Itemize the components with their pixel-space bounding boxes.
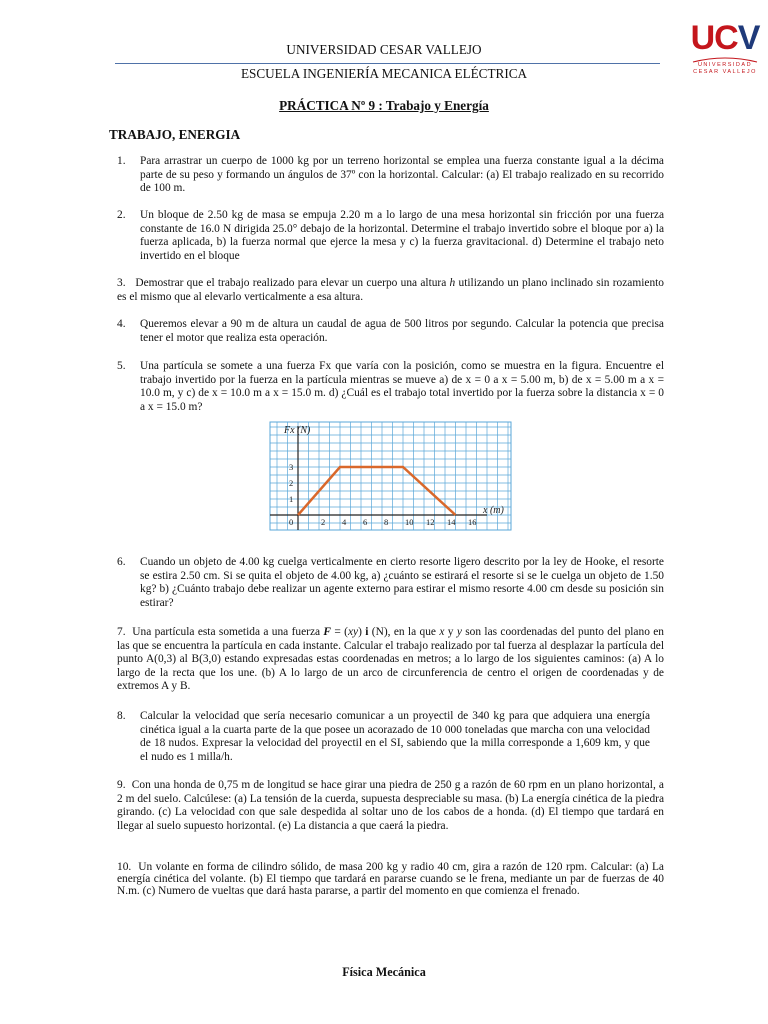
problem-8-text: Calcular la velocidad que sería necesario comunicar a un proyectil de 340 kg para que adquiera una energía cinética igual a la cuarta parte de la que posee un acorazado de 10 000 toneladas que marcha con una velocidad de 18 nudos. Expresar la velocidad del proyectil en el SI, sabiendo que la milla corresponde a 1,609 km, y que el nudo es 1 milla/h.	[140, 710, 650, 763]
y-tick-label: 3	[289, 462, 294, 472]
problem-3-text: 3. Demostrar que el trabajo realizado para elevar un cuerpo una altura h utilizando un plano inclinado sin rozamiento es el mismo que al elevarlo verticalmente a esa altura.	[117, 277, 665, 303]
x-tick-label: 6	[363, 517, 368, 527]
x-tick-label: 0	[289, 517, 294, 527]
force-position-graph	[268, 420, 513, 532]
problem-4-number: 4.	[117, 318, 126, 330]
problem-2-text: Un bloque de 2.50 kg de masa se empuja 2.20 m a lo largo de una mesa horizontal sin fricción por una fuerza constante de 16.0 N dirigida 25.0° debajo de la horizontal. Determine el trabajo invertido sobre el bloque por a) la fuerza aplicada, b) la fuerza normal que ejerce la mesa y c) la fuerza gravitacional. d) Determine el trabajo neto invertido en el bloque	[140, 209, 664, 262]
problem-9-text: 9. Con una honda de 0,75 m de longitud se hace girar una piedra de 250 g a razón de 60 rpm en un plano horizontal, a 2 m del suelo. Calcúlese: (a) La tensión de la cuerda, supuesta despreciable su masa. (b) La energía cinética de la piedra girando. (c) La velocidad con que sale despedida al soltar uno de los cabos de a honda. (d) El tiempo que tardará en llegar al suelo supuesto horizontal. (e) La distancia a que caerá la piedra.	[117, 779, 664, 832]
footer-course: Física Mecánica	[342, 965, 426, 979]
x-tick-label: 2	[321, 517, 326, 527]
grid-border	[270, 422, 511, 530]
problem-5-number: 5.	[117, 360, 126, 372]
logo-wordmark: UCV	[690, 19, 760, 57]
problem-1-text: Para arrastrar un cuerpo de 1000 kg por un terreno horizontal se emplea una fuerza constante igual a la décima parte de su peso y formando un ángulos de 37º con la horizontal. Calcular: (a) El trabajo realizado en su recorrido de 100 m.	[140, 155, 664, 194]
graph-grid	[270, 422, 511, 530]
x-tick-label: 4	[342, 517, 347, 527]
section-heading: TRABAJO, ENERGIA	[109, 127, 241, 142]
problem-6-text: Cuando un objeto de 4.00 kg cuelga verticalmente en cierto resorte ligero descrito por la ley de Hooke, el resorte se estira 2.50 cm. Si se quita el objeto de 4.00 kg, a) ¿cuánto se estirará el resorte si se le cuelga un objeto de 1.50 kg? b) ¿Cuánto trabajo debe realizar un agente externo para estirar el mismo resorte 4.00 cm desde su posición sin estirar?	[140, 556, 664, 609]
problem-2-number: 2.	[117, 209, 126, 221]
problem-4-text: Queremos elevar a 90 m de altura un caudal de agua de 500 litros por segundo. Calcular la potencia que precisa tener el motor que realiza esta operación.	[140, 318, 664, 344]
y-axis-label: Fx (N)	[284, 425, 311, 436]
problem-8-number: 8.	[117, 710, 126, 722]
x-tick-label: 14	[447, 517, 456, 527]
x-axis-label: x (m)	[483, 505, 504, 516]
y-tick-label: 1	[289, 494, 294, 504]
x-tick-label: 8	[384, 517, 389, 527]
header-divider	[115, 63, 660, 64]
y-tick-label: 2	[289, 478, 294, 488]
logo-subtitle: UNIVERSIDAD CESAR VALLEJO	[693, 62, 757, 75]
problem-6-number: 6.	[117, 556, 126, 568]
problem-5-text: Una partícula se somete a una fuerza Fx que varía con la posición, como se muestra en la figura. Encuentre el trabajo invertido por la fuerza en la partícula mientras se mueve a) de x = 0 a x = 5.00 m, b) de x = 5.00 m a x = 10.0 m, y c) de x = 10.0 m a x = 15.0 m. d) ¿Cuál es el trabajo total invertido por la fuerza sobre la distancia x = 0 a x = 15.0 m?	[140, 360, 664, 413]
university-name: UNIVERSIDAD CESAR VALLEJO	[286, 42, 482, 57]
problem-1-number: 1.	[117, 155, 126, 167]
x-tick-label: 10	[405, 517, 414, 527]
problem-7-text: 7. Una partícula esta sometida a una fuerza F = (xy) i (N), en la que x y y son las coordenadas del punto del plano en las que se encuentra la partícula en cada instante. Calcular el trabajo realizado por tal fuerza al desplazar la partícula del punto A(0,3) al B(3,0) estando expresadas estas coordenadas en metros; a lo largo de los siguientes caminos: (a) A lo largo de la recta que los une. (b) A lo largo de un arco de circunferencia de centro el origen de coordenadas y de extremos A y B.	[117, 626, 664, 692]
x-tick-label: 16	[468, 517, 477, 527]
x-tick-label: 12	[426, 517, 435, 527]
problem-10-text: 10. Un volante en forma de cilindro sólido, de masa 200 kg y radio 40 cm, gira a razón de 120 rpm. Calcular: (a) La energía cinética del volante. (b) El tiempo que tardará en pararse cuando se le frena, mediante un par de fuerzas de 40 N.m. (c) Numero de vueltas que dará hasta pararse, a partir del momento en que comienza el frenado.	[117, 861, 664, 897]
school-name: ESCUELA INGENIERÍA MECANICA ELÉCTRICA	[240, 66, 528, 81]
page-title: PRÁCTICA Nº 9 : Trabajo y Energía	[279, 98, 489, 113]
